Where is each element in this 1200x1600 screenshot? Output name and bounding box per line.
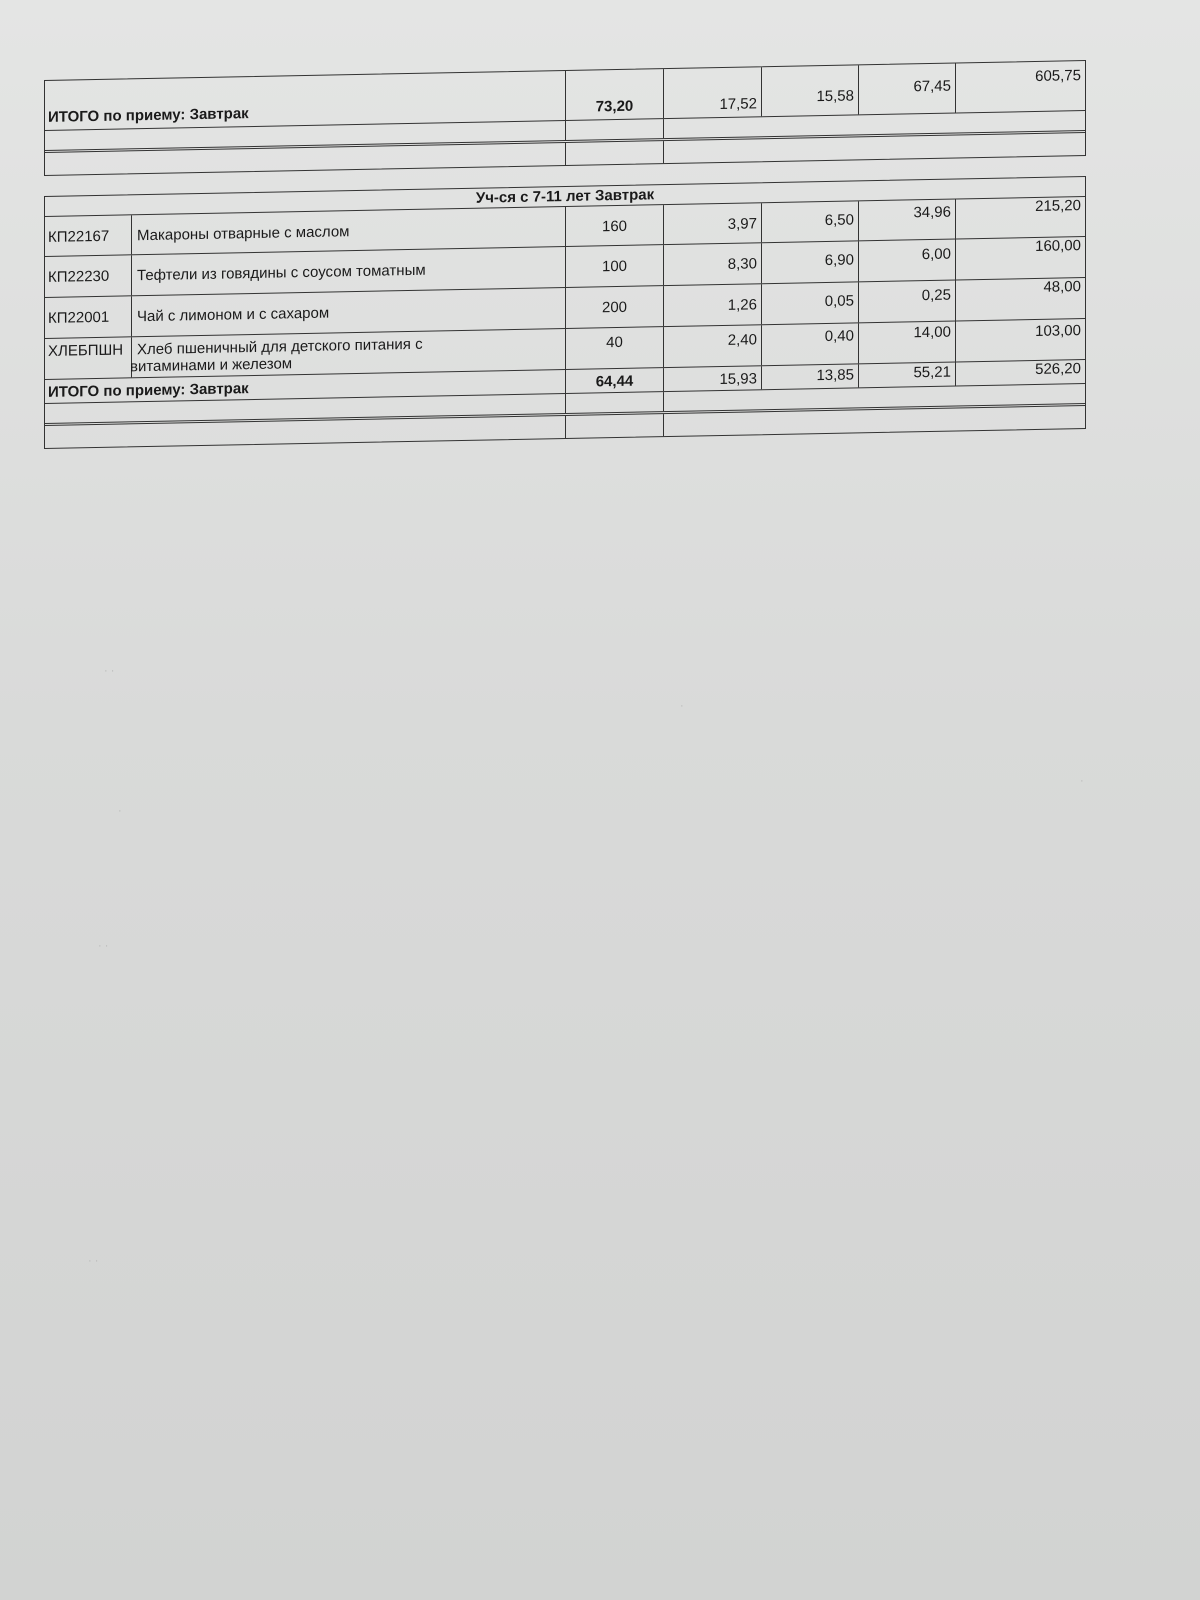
total-kcal: 526,20: [955, 360, 1085, 385]
total-proteins: 15,93: [663, 366, 761, 391]
dish-kcal: 48,00: [955, 278, 1085, 320]
dish-name: [131, 329, 565, 377]
dish-name: Чай с лимоном и с сахаром: [131, 288, 565, 336]
menu-table: [44, 176, 1086, 449]
total-kcal: 605,75: [955, 61, 1085, 112]
total-weight: 73,20: [565, 69, 663, 120]
dish-kcal: 215,20: [955, 197, 1085, 238]
dish-code: ХЛЕБПШН: [48, 341, 124, 360]
document-page: ИТОГО по приему: Завтрак 73,20 17,52 15,58 67,45 605,75 Уч-ся с 7-11 лет Завтрак КП22167 Макароны отварные с маслом 160 3,97 6,50 34,96 215,20 КП22230 Тефтели из говядины с соусом томатным 100 8,30 6,90 6,00 160,00 КП22001 Чай с лимоном и с сахаром 200 1,26 0,05 0,25 48,00 ХЛЕБПШН Хлеб пшеничный для детского питания с витаминами и железом 40 2,40 0,40 14,00 103,00 ИТОГО по приему: Завтрак 64,44 15,93 13,85 55,21 526,20 · · · · · · · · ·: [0, 0, 1200, 1600]
dish-code: КП22167: [48, 227, 110, 246]
dish-proteins: 1,26: [663, 284, 761, 326]
dish-carbs: 34,96: [858, 200, 955, 241]
dish-name-line: Хлеб пшеничный для детского питания с: [137, 335, 423, 359]
dish-fats: 6,50: [761, 201, 858, 242]
dish-fats: 0,05: [761, 282, 858, 324]
dish-carbs: 14,00: [858, 322, 955, 364]
dish-name-line: витаминами и железом: [130, 355, 293, 376]
section-caption: Уч-ся с 7-11 лет Завтрак: [475, 186, 655, 207]
total-weight: 64,44: [565, 368, 663, 393]
dish-weight: 200: [565, 286, 663, 328]
dish-name: Тефтели из говядины с соусом томатным: [131, 247, 565, 295]
dish-carbs: 0,25: [858, 281, 955, 323]
dish-proteins: 2,40: [663, 325, 761, 367]
dish-code: КП22001: [48, 308, 110, 327]
dish-weight: 40: [565, 327, 663, 369]
total-label: ИТОГО по приему: Завтрак: [48, 380, 249, 401]
dish-fats: 0,40: [761, 323, 858, 365]
dish-proteins: 3,97: [663, 203, 761, 244]
total-carbs: 67,45: [858, 64, 955, 115]
total-proteins: 17,52: [663, 67, 761, 118]
dish-fats: 6,90: [761, 241, 858, 283]
total-carbs: 55,21: [858, 363, 955, 388]
top-total-table: [44, 60, 1086, 176]
dish-kcal: 103,00: [955, 319, 1085, 361]
dish-proteins: 8,30: [663, 243, 761, 285]
dish-weight: 100: [565, 245, 663, 287]
dish-code: КП22230: [48, 267, 110, 286]
dish-weight: 160: [565, 205, 663, 246]
total-label: ИТОГО по приему: Завтрак: [48, 105, 249, 126]
total-fats: 15,58: [761, 65, 858, 116]
dish-carbs: 6,00: [858, 240, 955, 282]
dish-name: Макароны отварные с маслом: [131, 207, 565, 254]
total-fats: 13,85: [761, 364, 858, 389]
dish-kcal: 160,00: [955, 237, 1085, 279]
